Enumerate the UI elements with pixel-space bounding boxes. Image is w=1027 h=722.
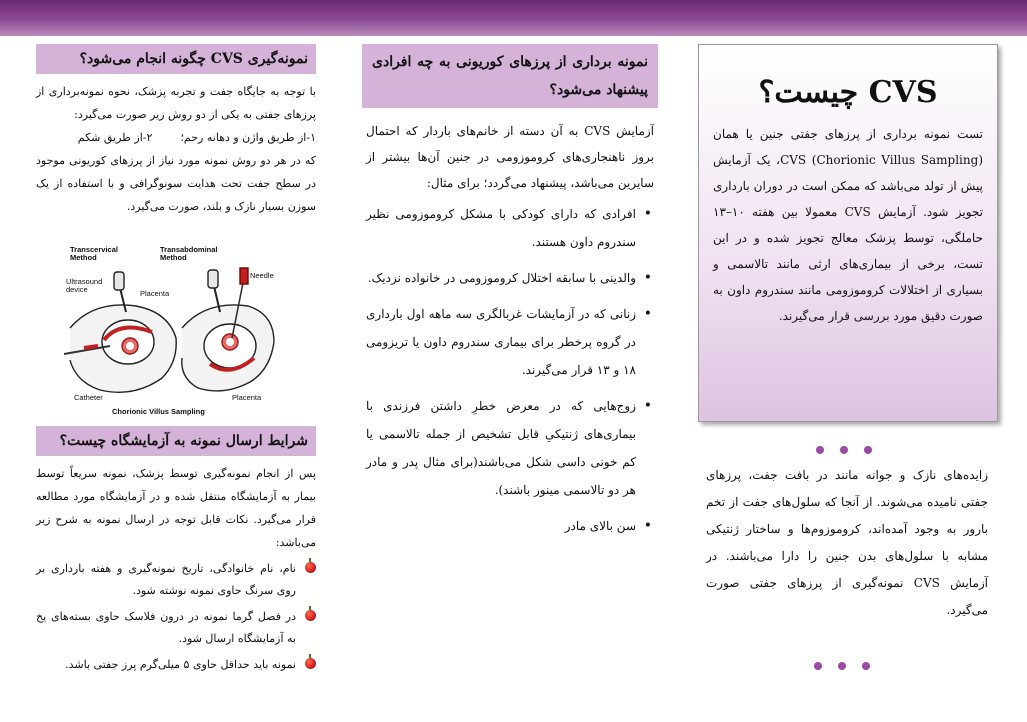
list-item-text: سن بالای مادر <box>564 519 636 533</box>
label-transabdominal: Transabdominal Method <box>160 245 218 262</box>
candidates-intro: آزمایش CVS به آن دسته از خانم‌های باردار که احتمال بروز ناهنجاری‌های کروموزومی در جنین آن‌ها بیشتر از سایرین می‌باشد، پیشنهاد می‌گردد؛ برای مثال: <box>366 124 655 190</box>
list-item-text: نمونه باید حداقل حاوی ۵ میلی‌گرم پرز جفتی باشد. <box>65 658 296 671</box>
sampling-method-heading: نمونه‌گیری CVS چگونه انجام می‌شود؟ <box>36 44 316 74</box>
header-bar <box>0 0 1027 36</box>
dot <box>814 662 822 670</box>
list-item <box>366 512 654 540</box>
what-is-cvs-box <box>698 44 998 422</box>
sampling-method-text: با توجه به جایگاه جفت و تجربه پزشک، نحوه نمونه‌برداری از پرزهای جفتی به یکی از دو روش زیر صورت می‌گیرد: <box>36 85 316 121</box>
method-transabdominal: ۲-از طریق شکم <box>77 131 153 144</box>
apple-bullet-icon <box>305 610 316 621</box>
dots-divider-bottom <box>814 662 870 670</box>
middle-column <box>362 44 658 548</box>
bullet-icon: • <box>643 398 652 414</box>
list-item-text: والدینی با سابقه اختلال کروموزومی در خانواده نزدیک. <box>367 271 636 285</box>
bullet-icon: • <box>643 306 652 322</box>
list-item-text: افرادی که دارای کودکی با مشکل کروموزومی نظیر سندروم داون هستند. <box>366 207 636 249</box>
dot <box>862 662 870 670</box>
label-catheter: Catheter <box>74 393 103 402</box>
villi-text: زایده‌های نازک و جوانه مانند در بافت جفت، پرزهای جفتی نامیده می‌شوند. از آنجا که سلول‌های جفت از تخم بارور به وجود آمده‌اند، کروموزوم‌ها و ساختار ژنتیکی مشابه با سلول‌های بدن جنین را دارا می‌باشند. در آزمایش CVS نمونه‌گیری از پرزهای جفتی صورت می‌گیرد. <box>706 468 988 617</box>
sampling-method-text-2: که در هر دو روش نمونه مورد نیاز از پرزهای کوریونی موجود در سطح جفت تحت هدایت سونوگرافی و با استفاده از یک سوزن بسیار نازک و بلند، صورت می‌گیرد. <box>36 154 316 213</box>
methods-line <box>36 126 316 149</box>
list-item <box>366 300 654 384</box>
list-item <box>36 606 316 650</box>
villi-description <box>706 462 988 624</box>
shipping-conditions-heading: شرایط ارسال نمونه به آزمایشگاه چیست؟ <box>36 426 316 456</box>
dot <box>864 446 872 454</box>
candidates-list <box>362 200 658 540</box>
list-item <box>366 392 654 504</box>
shipping-list <box>36 558 316 676</box>
shipping-conditions-text: پس از انجام نمونه‌گیری توسط پزشک، نمونه سریعاً توسط بیمار به آزمایشگاه منتقل شده و در آزمایشگاه مورد مطالعه قرار می‌گیرد. نکات قابل توجه در ارسال نمونه به شرح زیر می‌باشد: <box>36 467 316 549</box>
list-item <box>36 558 316 602</box>
page-title: CVS چیست؟ <box>758 75 938 110</box>
label-ultrasound-device: Ultrasound device <box>66 277 103 294</box>
left-column-bottom <box>36 426 316 680</box>
label-placenta-left: Placenta <box>140 289 170 298</box>
label-placenta-right: Placenta <box>232 393 262 402</box>
left-column-top <box>36 44 316 218</box>
label-needle: Needle <box>250 271 274 280</box>
list-item-text: نام، نام خانوادگی، تاریخ نمونه‌گیری و هفته بارداری بر روی سرنگ حاوی نمونه نوشته شود. <box>36 562 296 597</box>
illustration-caption: Chorionic Villus Sampling <box>112 407 205 416</box>
method-transcervical: ۱-از طریق واژن و دهانه رحم؛ <box>180 131 316 144</box>
dot <box>840 446 848 454</box>
list-item <box>36 654 316 676</box>
bullet-icon: • <box>643 270 652 286</box>
list-item-text: در فصل گرما نمونه در درون فلاسک حاوی بسته‌های یخ به آزمایشگاه ارسال شود. <box>36 610 296 645</box>
list-item <box>366 264 654 292</box>
list-item-text: زنانی که در آزمایشات غربالگری سه ماهه اول بارداری در گروه پرخطر برای بیماری سندروم داون یا تریزومی ۱۸ و ۱۳ قرار می‌گیرند. <box>366 307 636 377</box>
dot <box>838 662 846 670</box>
cvs-illustration <box>64 242 276 418</box>
bullet-icon: • <box>643 206 652 222</box>
dot <box>816 446 824 454</box>
cvs-definition-text: تست نمونه برداری از پرزهای جفتی جنین یا همان (Chorionic Villus Sampling) CVS، یک آزمایش پیش از تولد می‌باشد که ممکن است در دوران بارداری تجویز شود. آزمایش CVS معمولا بین هفته ۱۰–۱۳ حاملگی، توسط پزشک معالج تجویز شده و در این تست، برخی از بیماری‌های ارثی مانند تالاسمی و بسیاری از اختلالات کروموزومی مانند سندروم داون به صورت دقیق مورد بررسی قرار می‌گیرند. <box>713 127 983 323</box>
bullet-icon: • <box>643 518 652 534</box>
candidates-heading: نمونه برداری از پرزهای کوریونی به چه افرادی پیشنهاد می‌شود؟ <box>362 44 658 108</box>
dots-divider-top <box>816 446 872 454</box>
list-item-text: زوج‌هایی که در معرض خطرِ داشتن فرزندی با بیماری‌های ژنتیکیِ قابل تشخیص از جمله تالاسمی یا کم خونی داسی شکل می‌باشند(برای مثال پدر و مادر هر دو تالاسمی مینور باشند). <box>366 399 636 497</box>
list-item <box>366 200 654 256</box>
label-transcervical: Transcervical Method <box>70 245 118 262</box>
apple-bullet-icon <box>305 562 316 573</box>
apple-bullet-icon <box>305 658 316 669</box>
